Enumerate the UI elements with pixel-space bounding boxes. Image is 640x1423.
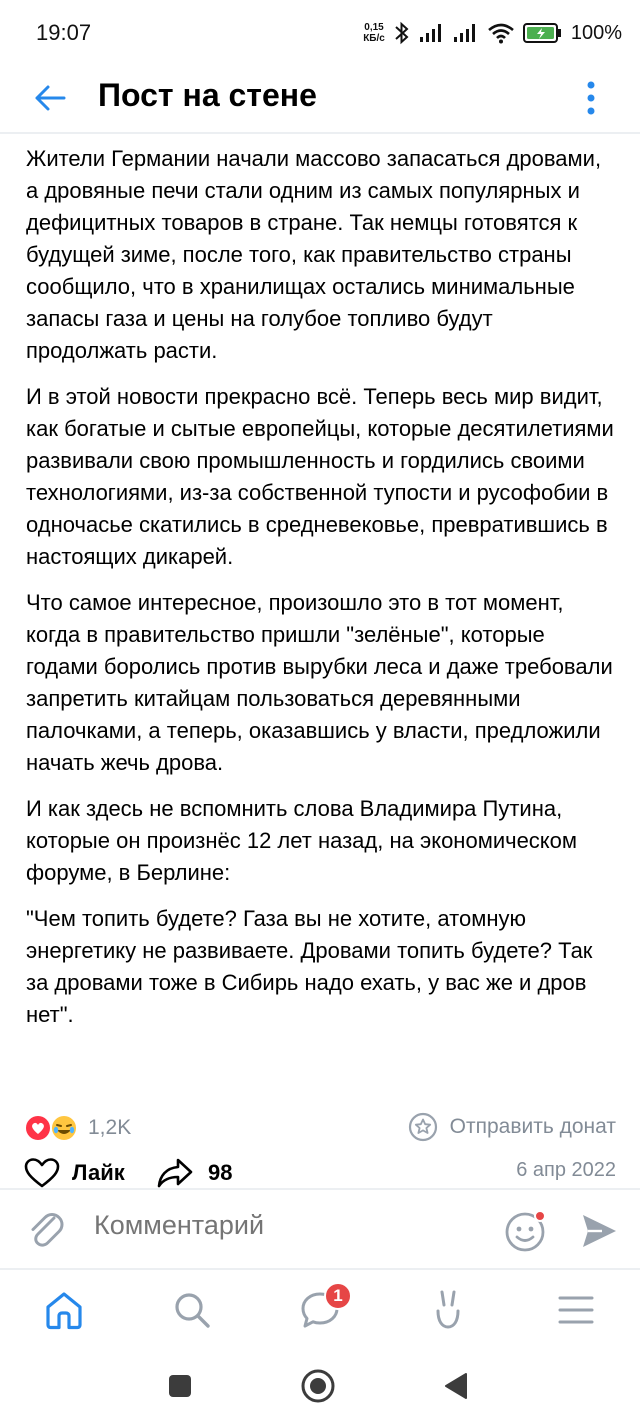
attach-button[interactable] [26,1208,66,1252]
emoji-button[interactable] [503,1208,549,1254]
status-bar [0,0,640,66]
battery-percent: 100% [570,21,622,44]
reactions-row [24,1110,616,1146]
more-vertical-icon [586,80,596,116]
like-label: Лайк [72,1160,125,1185]
post-paragraph: "Чем топить будете? Газа вы не хотите, атомную энергетику не развиваете. Дровами топить будете? Так за дровами тоже в Сибирь надо ехать, у вас же и дров нет". [26,906,593,1027]
post-paragraph: И как здесь не вспомнить слова Владимира Путина, которые он произнёс 12 лет назад, на экономическом форуме, в Берлине: [26,796,578,885]
square-icon [168,1374,192,1398]
triangle-back-icon [443,1372,469,1400]
back-button[interactable] [28,76,72,120]
status-icons [363,18,622,48]
send-button[interactable] [578,1210,620,1252]
post-paragraph: Жители Германии начали массово запасаться дровами, а дровяные печи стали одним из самых популярных и дефицитных товаров в стране. Так немцы готовятся к будущей зиме, после того, как правительство страны сообщило, что в хранилищах остались минимальные запасы газа и цены на голубое топливо будут продолжать расти. [26,146,602,363]
post-actions [24,1153,616,1193]
post-paragraph: И в этой новости прекрасно всё. Теперь весь мир видит, как богатые и сытые европейцы, которые десятилетиями развивали свою промышленность и гордились своими технологиями, из-за собственной тупости и русофобии в одночасье скатились в средневековье, превратившись в настоящих дикарей. [26,384,614,569]
post-date: 6 апр 2022 [516,1159,616,1181]
circle-home-icon [300,1368,336,1404]
send-icon [578,1210,620,1252]
battery-icon [523,22,563,44]
nav-menu[interactable] [552,1286,600,1334]
bottom-navigation [0,1268,640,1348]
messages-badge: 1 [324,1282,352,1310]
nav-home[interactable] [40,1286,88,1334]
share-count: 98 [208,1160,233,1185]
reactions-count: 1,2K [88,1116,132,1139]
heart-outline-icon [24,1157,60,1189]
signal-icon [419,22,445,44]
home-system-button[interactable] [298,1366,338,1406]
recent-apps-button[interactable] [160,1366,200,1406]
bluetooth-icon [393,21,411,45]
nav-clips[interactable] [424,1286,472,1334]
donate-button[interactable] [408,1112,616,1142]
signal-icon [453,22,479,44]
share-button[interactable] [156,1153,232,1193]
search-icon [172,1290,212,1330]
paperclip-icon [26,1208,66,1252]
donate-star-icon [408,1112,438,1142]
nav-messages[interactable] [296,1286,344,1334]
comment-bar [0,1188,640,1268]
home-icon [43,1289,85,1331]
smile-icon [503,1208,549,1254]
more-options-button[interactable] [576,74,606,122]
post-text [26,143,616,1045]
hamburger-menu-icon [558,1294,594,1326]
page-title: Пост на стене [98,77,317,113]
arrow-left-icon [33,83,67,113]
system-navigation [0,1348,640,1423]
comment-input[interactable] [94,1210,474,1241]
network-speed: 0,15 КБ/с [363,22,385,44]
clips-bunny-icon [430,1289,466,1331]
heart-reaction-icon [25,1115,51,1141]
reactions-summary[interactable] [24,1114,80,1142]
share-arrow-icon [156,1157,194,1189]
system-back-button[interactable] [436,1366,476,1406]
app-header [0,66,640,134]
like-button[interactable] [24,1153,125,1193]
status-time: 19:07 [36,20,92,45]
laughing-reaction-icon [51,1115,77,1141]
post-paragraph: Что самое интересное, произошло это в тот момент, когда в правительство пришли "зелёные", которые годами боролись против вырубки леса и даже требовали запретить китайцам пользоваться деревянными палочками, а теперь, оказавшись у власти, предложили начать жечь дрова. [26,590,613,775]
donate-label: Отправить донат [449,1115,616,1138]
wifi-icon [487,22,515,44]
nav-search[interactable] [168,1286,216,1334]
